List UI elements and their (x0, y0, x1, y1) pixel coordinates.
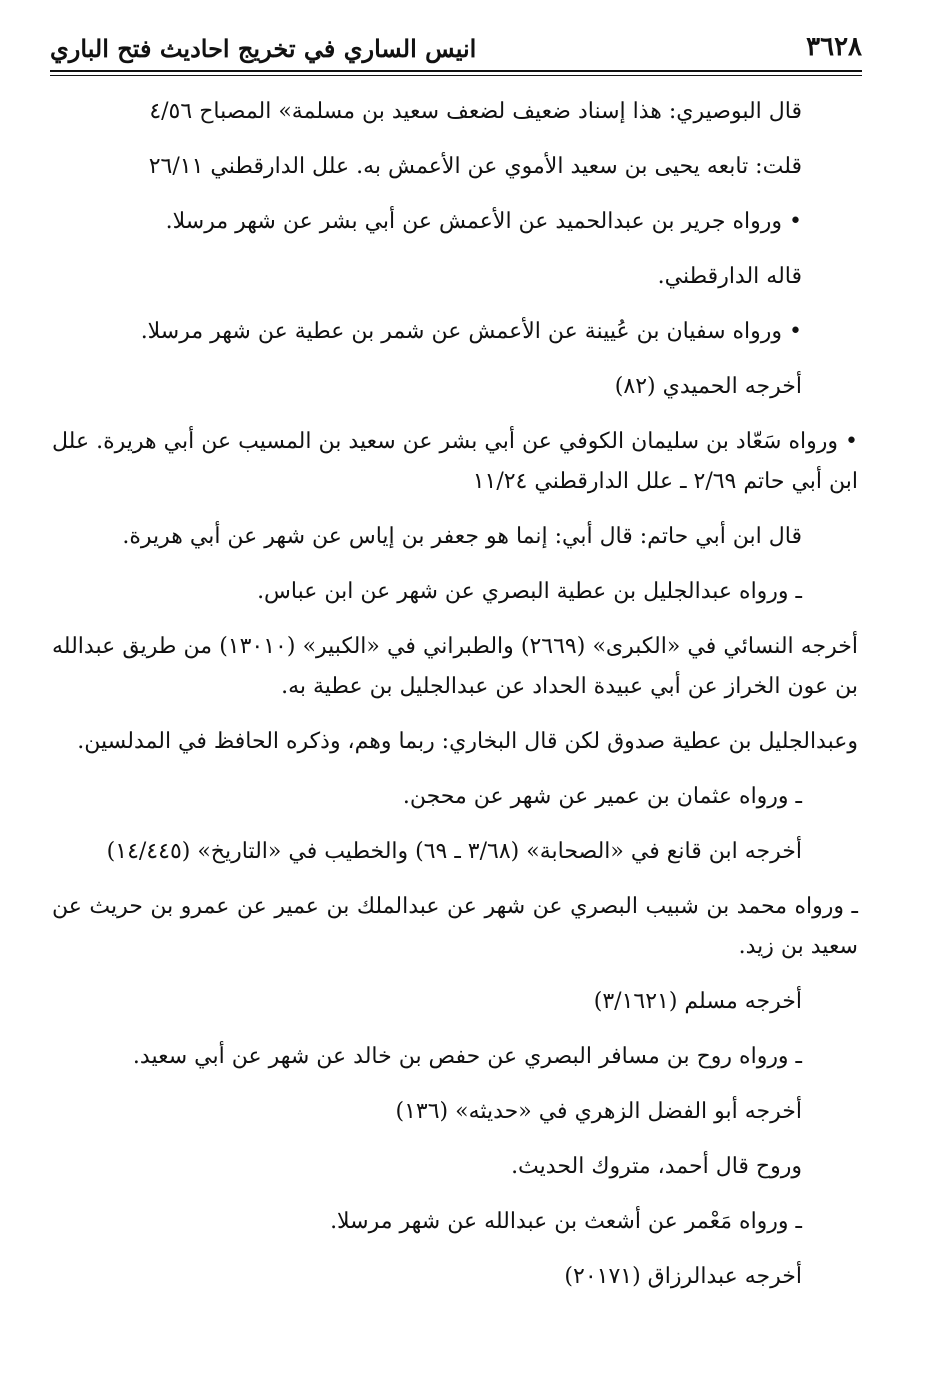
paragraph-saad-narration: • ورواه سَعّاد بن سليمان الكوفي عن أبي بشر عن سعيد بن المسيب عن أبي هريرة. علل ابن أبي حاتم ٢/٦٩ ـ علل الدارقطني ١١/٢٤ (52, 429, 858, 494)
paragraph-ibn-qani-ref: أخرجه ابن قانع في «الصحابة» (٣/٦٨ ـ ٦٩) والخطيب في «التاريخ» (١٤/٤٤٥) (106, 839, 802, 864)
paragraph-humaydi-ref: أخرجه الحميدي (٨٢) (614, 374, 802, 399)
paragraph-uthman-narration: ـ ورواه عثمان بن عمير عن شهر عن محجن. (402, 784, 802, 809)
page-header (50, 30, 862, 66)
paragraph-abduljalil-grading: وعبدالجليل بن عطية صدوق لكن قال البخاري: ربما وهم، وذكره الحافظ في المدلسين. (77, 729, 858, 754)
page-number: ٣٦٢٨ (806, 32, 862, 62)
paragraph-ibn-abi-hatim: قال ابن أبي حاتم: قال أبي: إنما هو جعفر بن إياس عن شهر عن أبي هريرة. (122, 524, 802, 549)
page-body (52, 92, 858, 1312)
paragraph-mamar-narration: ـ ورواه مَعْمر عن أشعث بن عبدالله عن شهر مرسلا. (330, 1209, 802, 1234)
paragraph-zuhri-ref: أخرجه أبو الفضل الزهري في «حديثه» (١٣٦) (395, 1099, 802, 1124)
paragraph-sufyan-narration: • ورواه سفيان بن عُيينة عن الأعمش عن شمر بن عطية عن شهر مرسلا. (140, 319, 802, 344)
paragraph-muhammad-narration: ـ ورواه محمد بن شبيب البصري عن شهر عن عبدالملك بن عمير عن عمرو بن حريث عن سعيد بن زيد. (52, 894, 858, 959)
paragraph-note-yahya: قلت: تابعه يحيى بن سعيد الأموي عن الأعمش به. علل الدارقطني ٢٦/١١ (148, 154, 802, 179)
paragraph-daraqutni-said: قاله الدارقطني. (657, 264, 802, 289)
book-title: انيس الساري في تخريج احاديث فتح الباري (50, 34, 477, 63)
paragraph-abdulrazzaq-ref: أخرجه عبدالرزاق (٢٠١٧١) (564, 1264, 802, 1289)
paragraph-muslim-ref: أخرجه مسلم (٣/١٦٢١) (593, 989, 802, 1014)
paragraph-rawh-grading: وروح قال أحمد، متروك الحديث. (511, 1154, 802, 1179)
paragraph-jarir-narration: • ورواه جرير بن عبدالحميد عن الأعمش عن أبي بشر عن شهر مرسلا. (165, 209, 802, 234)
header-rule-thin (50, 75, 862, 76)
paragraph-nasai-ref: أخرجه النسائي في «الكبرى» (٢٦٦٩) والطبراني في «الكبير» (١٣٠١٠) من طريق عبدالله بن عون الخراز عن أبي عبيدة الحداد عن عبدالجليل بن عطية به. (52, 634, 859, 699)
paragraph-busiri-quote: قال البوصيري: هذا إسناد ضعيف لضعف سعيد بن مسلمة» المصباح ٤/٥٦ (149, 99, 802, 124)
header-rule-thick (50, 70, 862, 72)
paragraph-abduljalil-narration: ـ ورواه عبدالجليل بن عطية البصري عن شهر عن ابن عباس. (257, 579, 802, 604)
paragraph-rawh-narration: ـ ورواه روح بن مسافر البصري عن حفص بن خالد عن شهر عن أبي سعيد. (132, 1044, 802, 1069)
